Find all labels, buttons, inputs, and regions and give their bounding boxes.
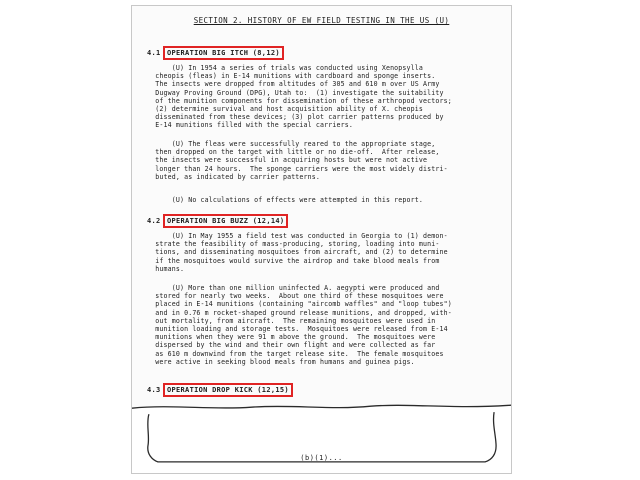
section-title: SECTION 2. HISTORY OF EW FIELD TESTING IN THE US (U): [193, 16, 450, 25]
redacted-torn-area: [132, 402, 511, 474]
paragraph: (U) In May 1955 a field test was conducted in Georgia to (1) demon- strate the feasibility of mass-producing, storing, loading into muni- tions, and disseminating mosquitoes from aircraft, and (2) to determine if the mosquitoes would survive the airdrop and take blood meals from humans.: [155, 232, 448, 273]
paragraph: (U) More than one million uninfected A. aegypti were produced and stored for nearly two weeks. About one third of these mosquitoes were placed in E-14 munitions (containing "aircomb waffles" and "loop tubes") and in 0.76 m rocket-shaped ground release munitions, and dropped, with- out mortality, from aircraft. The remaining mosquitoes were used in munition loading and storage tests. Mosquitoes were released from E-14 munitions when they were 91 m above the ground. The mosquitoes were dispersed by the wind and their own flight and were collected as far as 610 m downwind from the target release site. The female mosquitoes were active in seeking blood meals from humans and guinea pigs.: [155, 284, 452, 366]
paragraph: (U) The fleas were successfully reared to the appropriate stage, then dropped on the target with little or no die-off. After release, the insects were successful in acquiring hosts but were not active longer than 24 hours. The sponge carriers were the most widely distri- buted, as indicated by carrier patterns.: [155, 140, 448, 181]
highlight-box: OPERATION BIG ITCH (8,12): [163, 46, 284, 60]
highlight-box: OPERATION BIG BUZZ (12,14): [163, 214, 288, 228]
section-number: 4.3: [147, 386, 161, 394]
highlight-box: OPERATION DROP KICK (12,15): [163, 383, 293, 397]
section-number: 4.1: [147, 49, 161, 57]
section-number: 4.2: [147, 217, 161, 225]
classification-code: (b)(1)...: [300, 454, 343, 462]
document-page: [131, 5, 512, 474]
paragraph: (U) No calculations of effects were attempted in this report.: [147, 196, 424, 204]
paragraph: (U) In 1954 a series of trials was conducted using Xenopsylla cheopis (fleas) in E-14 munitions with cardboard and sponge inserts. The insects were dropped from altitudes of 305 and 610 m over US Army Dugway Proving Ground (DPG), Utah to: (1) investigate the suitability of the munition components for dissemination of these arthropod vectors; (2) determine survival and host acquisition ability of X. cheopis disseminated from these devices; (3) plot carrier patterns produced by E-14 munitions filled with the special carriers.: [155, 64, 452, 130]
